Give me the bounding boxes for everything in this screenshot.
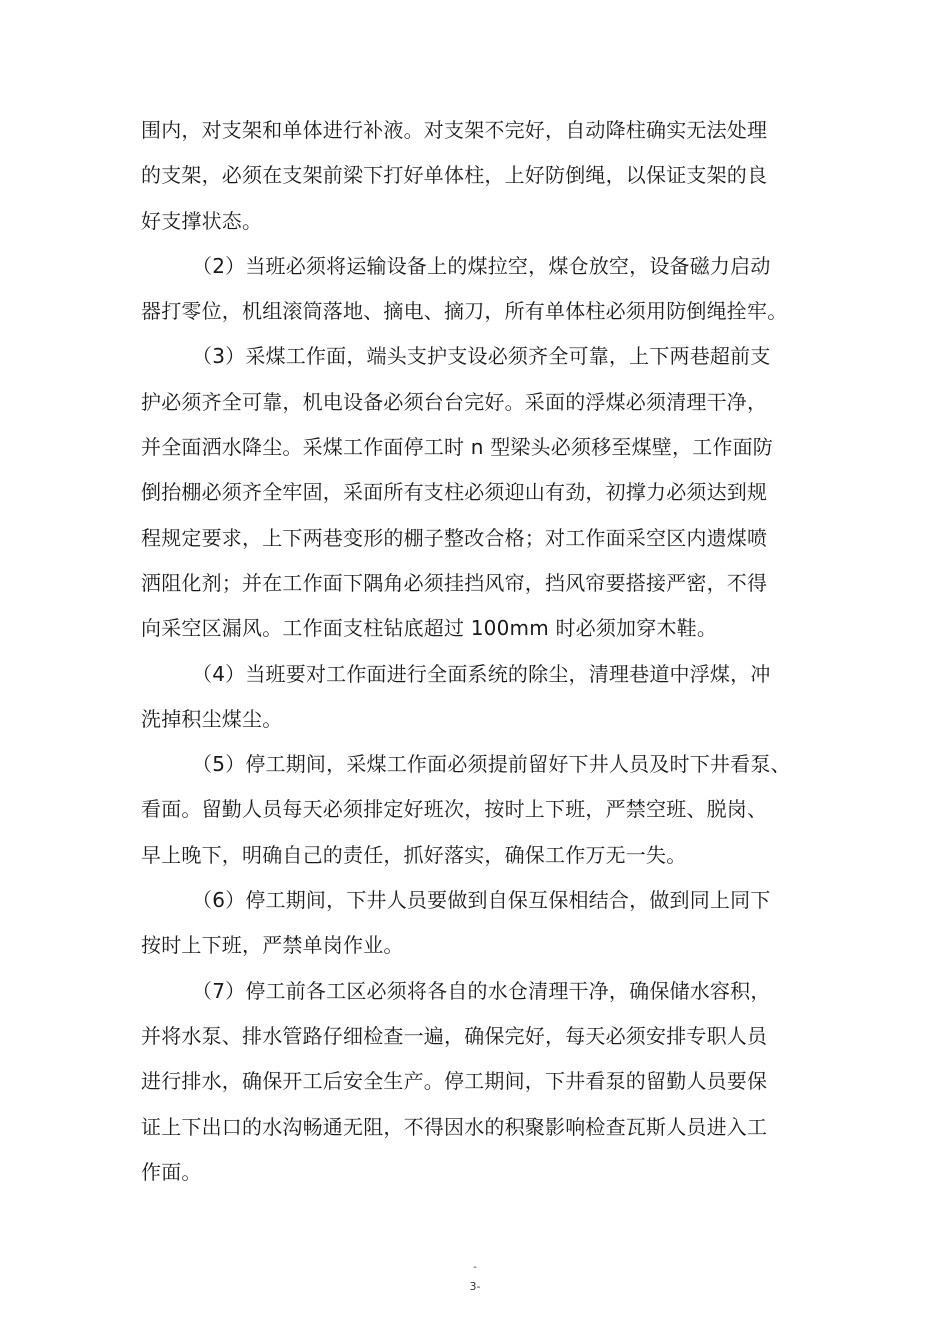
text-line: 早上晚下，明确自己的责任，抓好落实，确保工作万无一失。: [141, 842, 687, 867]
text-line: 器打零位，机组滚筒落地、摘电、摘刀，所有单体柱必须用防倒绳拴牢。: [141, 299, 788, 324]
footer-dash: -: [473, 1262, 477, 1273]
text-line: 向采空区漏风。工作面支柱钻底超过 100mm 时必须加穿木鞋。: [141, 616, 718, 641]
text-line: 并全面洒水降尘。采煤工作面停工时 n 型梁头必须移至煤壁，工作面防: [141, 435, 773, 460]
page-number: 3-: [469, 1280, 481, 1293]
text-line: 围内，对支架和单体进行补液。对支架不完好，自动降柱确实无法处理: [141, 118, 768, 142]
text-line: （2）当班必须将运输设备上的煤拉空，煤仓放空，设备磁力启动: [192, 253, 771, 278]
document-body: [141, 108, 821, 1195]
text-line: 好支撑状态。: [141, 208, 263, 233]
text-line: 作面。: [141, 1159, 202, 1184]
text-line: 证上下出口的水沟畅通无阻，不得因水的积聚影响检查瓦斯人员进入工: [141, 1114, 768, 1139]
text-line: （7）停工前各工区必须将各自的水仓清理干净，确保储水容积，: [192, 978, 771, 1003]
text-line: 程规定要求，上下两巷变形的棚子整改合格；对工作面采空区内遗煤喷: [141, 525, 768, 550]
text-line: 看面。留勤人员每天必须排定好班次，按时上下班，严禁空班、脱岗、: [141, 797, 768, 822]
text-line: 进行排水，确保开工后安全生产。停工期间，下井看泵的留勤人员要保: [141, 1069, 768, 1094]
text-line: 倒抬棚必须齐全牢固，采面所有支柱必须迎山有劲，初撑力必须达到规: [141, 480, 768, 505]
text-line: （4）当班要对工作面进行全面系统的除尘，清理巷道中浮煤，冲: [192, 661, 771, 686]
text-line: 护必须齐全可靠，机电设备必须台台完好。采面的浮煤必须清理干净，: [141, 389, 768, 414]
text-line: （3）采煤工作面，端头支护支设必须齐全可靠，上下两巷超前支: [192, 344, 771, 369]
text-line: 并将水泵、排水管路仔细检查一遍，确保完好，每天必须安排专职人员: [141, 1023, 768, 1048]
text-line: （5）停工期间，采煤工作面必须提前留好下井人员及时下井看泵、: [192, 752, 791, 777]
text-line: 洗掉积尘煤尘。: [141, 706, 283, 731]
text-line: （6）停工期间，下井人员要做到自保互保相结合，做到同上同下: [192, 888, 771, 913]
text-line: 按时上下班，严禁单岗作业。: [141, 933, 404, 958]
text-line: 洒阻化剂；并在工作面下隅角必须挂挡风帘，挡风帘要搭接严密，不得: [141, 570, 768, 595]
text-line: 的支架，必须在支架前梁下打好单体柱，上好防倒绳，以保证支架的良: [141, 163, 768, 188]
